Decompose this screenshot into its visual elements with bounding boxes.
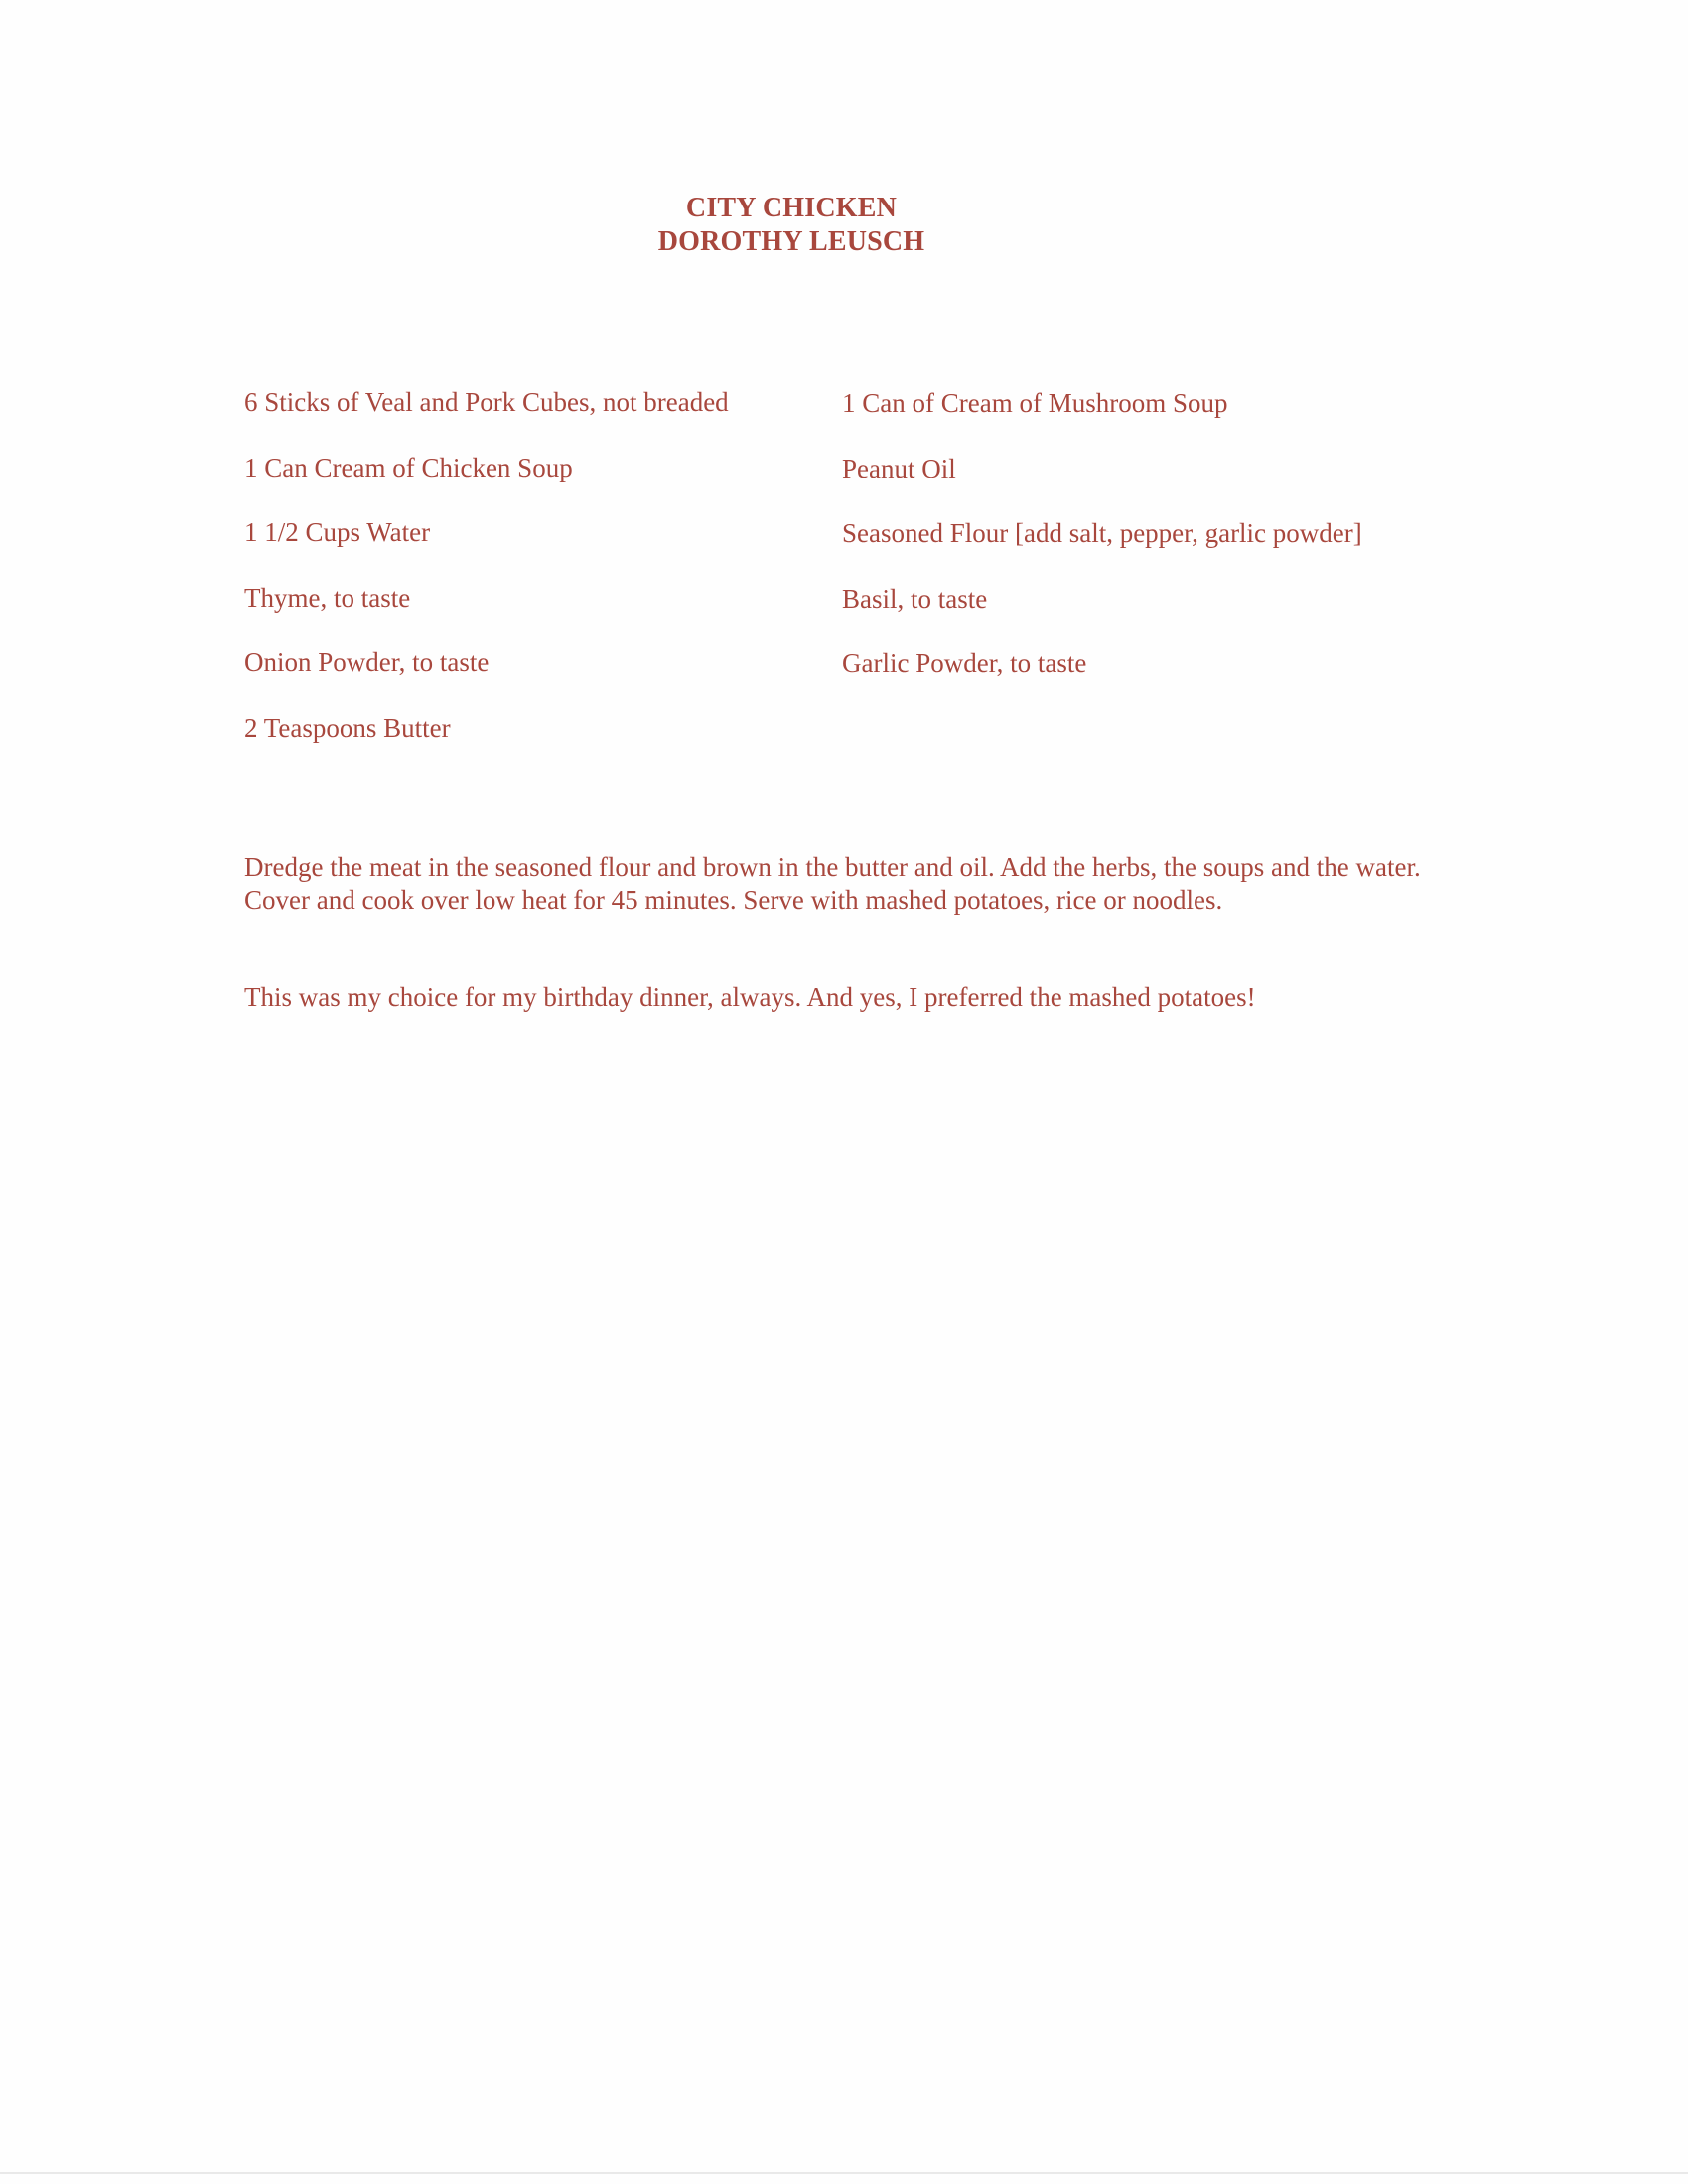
ingredient-item: Garlic Powder, to taste — [842, 648, 1087, 678]
ingredient-item: 6 Sticks of Veal and Pork Cubes, not breaded — [244, 387, 729, 417]
title-block — [0, 192, 1583, 259]
instructions-paragraph: Dredge the meat in the seasoned flour and brown in the butter and oil. Add the herbs, the soups and the water. Cover and cook over low heat for 45 minutes. Serve with mashed potatoes, rice or noodles. — [244, 852, 1421, 915]
ingredient-item: Thyme, to taste — [244, 583, 411, 613]
ingredient-item: Seasoned Flour [add salt, pepper, garlic powder] — [842, 518, 1362, 548]
ingredient-item: Peanut Oil — [842, 454, 956, 483]
page-edge-line — [0, 2172, 1688, 2174]
note-paragraph: This was my choice for my birthday dinner, always. And yes, I preferred the mashed potatoes! — [244, 982, 1256, 1012]
ingredient-item: Basil, to taste — [842, 584, 988, 614]
ingredient-item: 1 1/2 Cups Water — [244, 517, 431, 547]
ingredient-item: 2 Teaspoons Butter — [244, 713, 451, 743]
ingredient-item: 1 Can of Cream of Mushroom Soup — [842, 388, 1228, 418]
ingredient-item: Onion Powder, to taste — [244, 647, 490, 677]
recipe-author: DOROTHY LEUSCH — [657, 226, 925, 257]
ingredient-item: 1 Can Cream of Chicken Soup — [244, 453, 573, 482]
recipe-title: CITY CHICKEN — [685, 193, 898, 223]
